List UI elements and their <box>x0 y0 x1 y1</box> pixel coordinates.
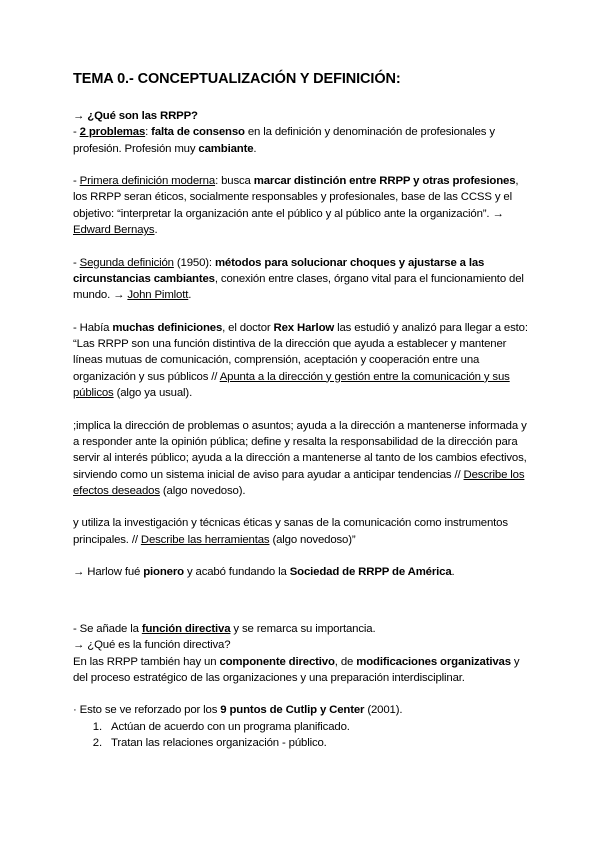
question-directive-function: → ¿Qué es la función directiva? <box>73 639 231 652</box>
spacer <box>73 157 535 173</box>
paragraph-harlow-pioneer: → Harlow fué pionero y acabó fundando la Sociedad de RRPP de América. <box>73 566 455 579</box>
spacer <box>73 304 535 320</box>
spacer <box>73 401 535 417</box>
paragraph-second-definition: - Segunda definición (1950): métodos para solucionar choques y ajustarse a las circunstancias cambiantes, conexión entre clases, órgano vital para el funcionamiento del mundo. → John Pimlott. <box>73 256 524 302</box>
document-body <box>73 108 535 751</box>
spacer <box>73 686 535 702</box>
spacer <box>73 499 535 515</box>
cutlip-points-list <box>73 719 535 752</box>
paragraph-harlow-intro: - Había muchas definiciones, el doctor Rex Harlow las estudió y analizó para llegar a esto: <box>73 321 528 334</box>
list-item: 2. Tratan las relaciones organización - público. <box>105 735 535 751</box>
paragraph-harlow-quote-2: ;implica la dirección de problemas o asuntos; ayuda a la dirección a mantenerse informada y a responder ante la opinión pública; define y resalta la responsabilidad de la dirección para servir al interés público; ayuda a la dirección a mantenerse al tanto de los cambios efectivos, sirviendo como un sistema inicial de aviso para ayudar a anticipar tendencias // Describe los efectos deseados (algo novedoso). <box>73 419 527 497</box>
paragraph-harlow-quote-1: “Las RRPP son una función distintiva de la dirección que ayuda a establecer y mantener líneas mutuas de comunicación, comprensión, aceptación y cooperación entre una organización y sus públicos // Apunta a la dirección y gestión entre la comunicación y sus públicos (algo ya usual). <box>73 338 510 400</box>
paragraph-harlow-quote-3: y utiliza la investigación y técnicas éticas y sanas de la comunicación como instrumentos principales. // Describe las herramientas (algo novedoso)” <box>73 517 508 546</box>
spacer <box>73 581 535 605</box>
paragraph-directive-function: - Se añade la función directiva y se remarca su importancia. <box>73 622 376 635</box>
spacer <box>73 238 535 254</box>
page-title: TEMA 0.- CONCEPTUALIZACIÓN Y DEFINICIÓN: <box>73 71 401 87</box>
list-item: 1. Actúan de acuerdo con un programa planificado. <box>105 719 535 735</box>
paragraph-cutlip-center: · Esto se ve reforzado por los 9 puntos de Cutlip y Center (2001). <box>73 704 403 717</box>
paragraph-problems: - 2 problemas: falta de consenso en la definición y denominación de profesionales y profesión. Profesión muy cambiante. <box>73 126 495 155</box>
question-what-are-rrpp: → ¿Qué son las RRPP? <box>73 110 198 122</box>
paragraph-directive-component: En las RRPP también hay un componente directivo, de modificaciones organizativas y del proceso estratégico de las organizaciones y una preparación interdisciplinar. <box>73 655 520 684</box>
spacer <box>73 605 535 621</box>
spacer <box>73 548 535 564</box>
paragraph-first-definition: - Primera definición moderna: busca marcar distinción entre RRPP y otras profesiones, los RRPP seran éticos, socialmente responsables y profesionales, base de las CCSS y el objetivo: “interpretar la organización ante el público y al público ante la organización”. → Edward Bernays. <box>73 175 519 237</box>
